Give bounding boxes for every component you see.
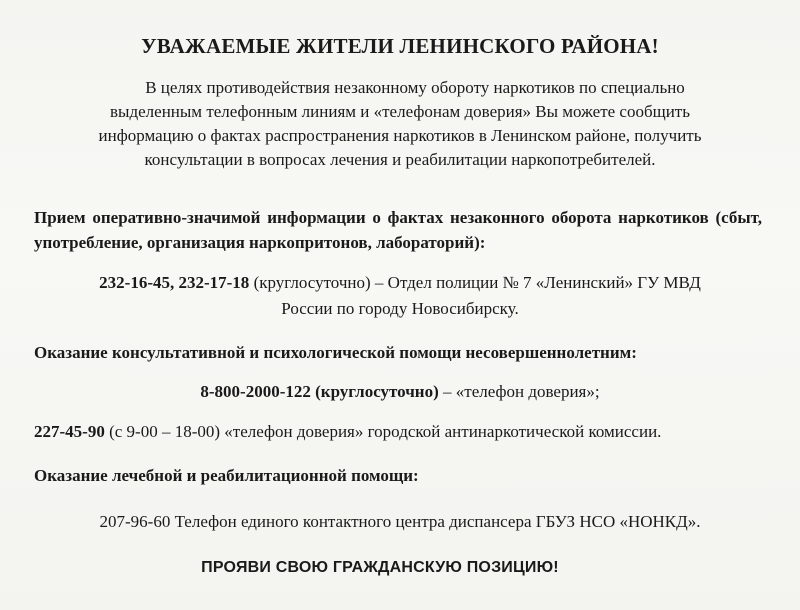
- hotline-phone: 8-800-2000-122: [200, 382, 311, 401]
- section2-heading: Оказание консультативной и психологической помощи несовершеннолетним:: [34, 343, 637, 362]
- commission-phone: 227-45-90: [34, 422, 105, 441]
- notice-title: УВАЖАЕМЫЕ ЖИТЕЛИ ЛЕНИНСКОГО РАЙОНА!: [141, 34, 659, 58]
- section1-heading: Прием оперативно-значимой информации о фактах незаконного оборота наркотиков (сбыт, употребление, организация наркопритонов, лабораторий):: [34, 208, 762, 252]
- commission-desc: (с 9-00 – 18-00) «телефон доверия» городской антинаркотической комиссии.: [109, 422, 662, 441]
- hotline-hours: (круглосуточно): [315, 382, 439, 401]
- police-desc-line2: России по городу Новосибирску.: [281, 299, 519, 318]
- police-phones: 232-16-45, 232-17-18: [99, 273, 250, 292]
- police-hours: (круглосуточно): [253, 273, 371, 292]
- police-desc-line1: – Отдел полиции № 7 «Ленинский» ГУ МВД: [374, 273, 701, 292]
- intro-paragraph: [40, 76, 760, 172]
- intro-line: консультации в вопросах лечения и реабилитации наркопотребителей.: [144, 150, 656, 169]
- slogan: ПРОЯВИ СВОЮ ГРАЖДАНСКУЮ ПОЗИЦИЮ!: [201, 559, 559, 576]
- hotline-desc: – «телефон доверия»;: [443, 382, 600, 401]
- intro-line: В целях противодействия незаконному обороту наркотиков по специально: [145, 78, 685, 97]
- hotline-contact: [0, 382, 800, 402]
- treatment-contact: 207-96-60 Телефон единого контактного центра диспансера ГБУЗ НСО «НОНКД».: [99, 512, 701, 531]
- police-contact: [30, 270, 770, 322]
- section3-heading: Оказание лечебной и реабилитационной помощи:: [34, 466, 419, 485]
- commission-contact: [34, 422, 661, 442]
- intro-line: информацию о фактах распространения наркотиков в Ленинском районе, получить: [98, 126, 702, 145]
- intro-line: выделенным телефонным линиям и «телефонам доверия» Вы можете сообщить: [110, 102, 690, 121]
